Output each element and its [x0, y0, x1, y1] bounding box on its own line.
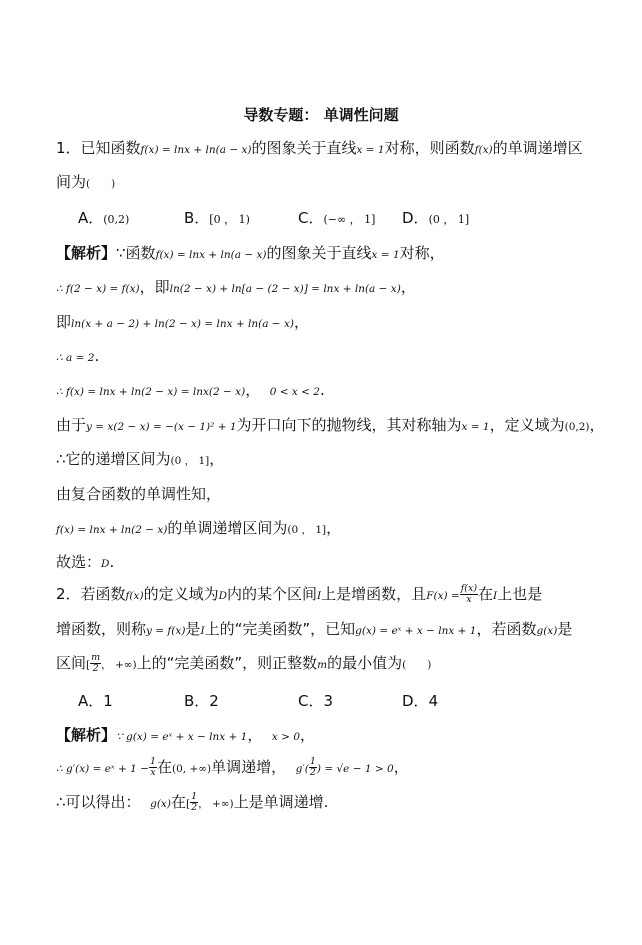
answer-blank: ( ) [402, 659, 432, 671]
formula: x = 1 [356, 144, 385, 156]
q1-option-d: D．(0 ， 1] [402, 209, 470, 227]
question-2-line-3: 区间[ $\frac{m}{2}$ ， +∞)上的“完美函数”，则正整数m的最小值为( ) [56, 652, 432, 674]
fraction: $\frac{1}{2}$ [191, 791, 198, 813]
q2-option-c: C．3 [298, 692, 334, 710]
analysis-1-line-3: 即ln(x + a − 2) + ln(2 − x) = lnx + ln(a − x)， [56, 313, 309, 331]
text: 的单调递增区 [492, 139, 583, 157]
question-1-line-1 [56, 138, 583, 160]
analysis-1-line-1: 【解析】∵函数f(x) = lnx + ln(a − x)的图象关于直线x = 1对称， [56, 244, 445, 262]
analysis-1-line-9: f(x) = lnx + ln(2 − x)的单调递增区间为(0 ， 1]， [56, 519, 342, 537]
question-2-line-1: 2．若函数f(x)的定义域为D内的某个区间I上是增函数，且F(x) = $\frac{f(x)}{x}$ 在I上也是 [56, 583, 543, 605]
analysis-1-line-2: ∴ f(2 − x) = f(x)，即ln(2 − x) + ln[a − (2 − x)] = lnx + ln(a − x)， [56, 278, 416, 296]
q1-option-b: B．[0 ， 1) [184, 209, 250, 227]
analysis-tag: 【解析】 [56, 244, 117, 262]
fraction: $\frac{1}{x}$ [149, 756, 156, 778]
analysis-1-line-4: ∴ a = 2. [56, 347, 100, 365]
analysis-1-line-5: ∴ f(x) = lnx + ln(2 − x) = lnx(2 − x)， 0 < x < 2. [56, 381, 325, 399]
formula: f(x) = lnx + ln(a − x) [140, 144, 252, 156]
q1-option-c: C．(−∞ ， 1] [298, 209, 376, 227]
analysis-1-line-6: 由于y = x(2 − x) = −(x − 1)² + 1为开口向下的抛物线，其对称轴为x = 1，定义域为(0,2)， [56, 416, 605, 434]
fraction: $\frac{1}{2}$ [309, 756, 316, 778]
formula: f(x) [474, 144, 493, 156]
page-title: 导数专题： 单调性问题 [243, 106, 399, 124]
analysis-2-line-2: ∴ g′(x) = eˣ + 1 − $\frac{1}{x}$ 在(0, +∞)单调递增， g′( $\frac{1}{2}$ ) = √e − 1 > 0， [56, 756, 409, 778]
analysis-2-line-1: 【解析】∵ g(x) = eˣ + x − lnx + 1， x > 0， [56, 726, 316, 744]
question-1-line-2 [56, 172, 115, 194]
fraction: $\frac{m}{2}$ [91, 652, 101, 674]
analysis-tag: 【解析】 [56, 726, 117, 744]
q2-option-a: A．1 [78, 692, 113, 710]
q2-option-d: D．4 [402, 692, 439, 710]
analysis-2-line-3: ∴可以得出： g(x)在[ $\frac{1}{2}$ ， +∞)上是单调递增. [56, 791, 329, 813]
question-1-number: 1．已知函数 [56, 139, 141, 157]
analysis-1-line-10: 故选：D. [56, 553, 115, 571]
question-2-line-2: 增函数，则称y = f(x)是I上的“完美函数”，已知g(x) = eˣ + x − lnx + 1，若函数g(x)是 [56, 620, 573, 638]
analysis-1-line-7: ∴它的递增区间为(0 ， 1]， [56, 450, 225, 468]
fraction: $\frac{f(x)}{x}$ [460, 583, 478, 605]
answer-blank: ( ) [86, 178, 116, 190]
q1-option-a: A．(0,2) [78, 209, 130, 227]
text: 间为 [56, 173, 87, 191]
analysis-1-line-8: 由复合函数的单调性知， [56, 485, 222, 503]
q2-option-b: B．2 [184, 692, 219, 710]
text: 对称，则函数 [384, 139, 475, 157]
text: 的图象关于直线 [251, 139, 357, 157]
